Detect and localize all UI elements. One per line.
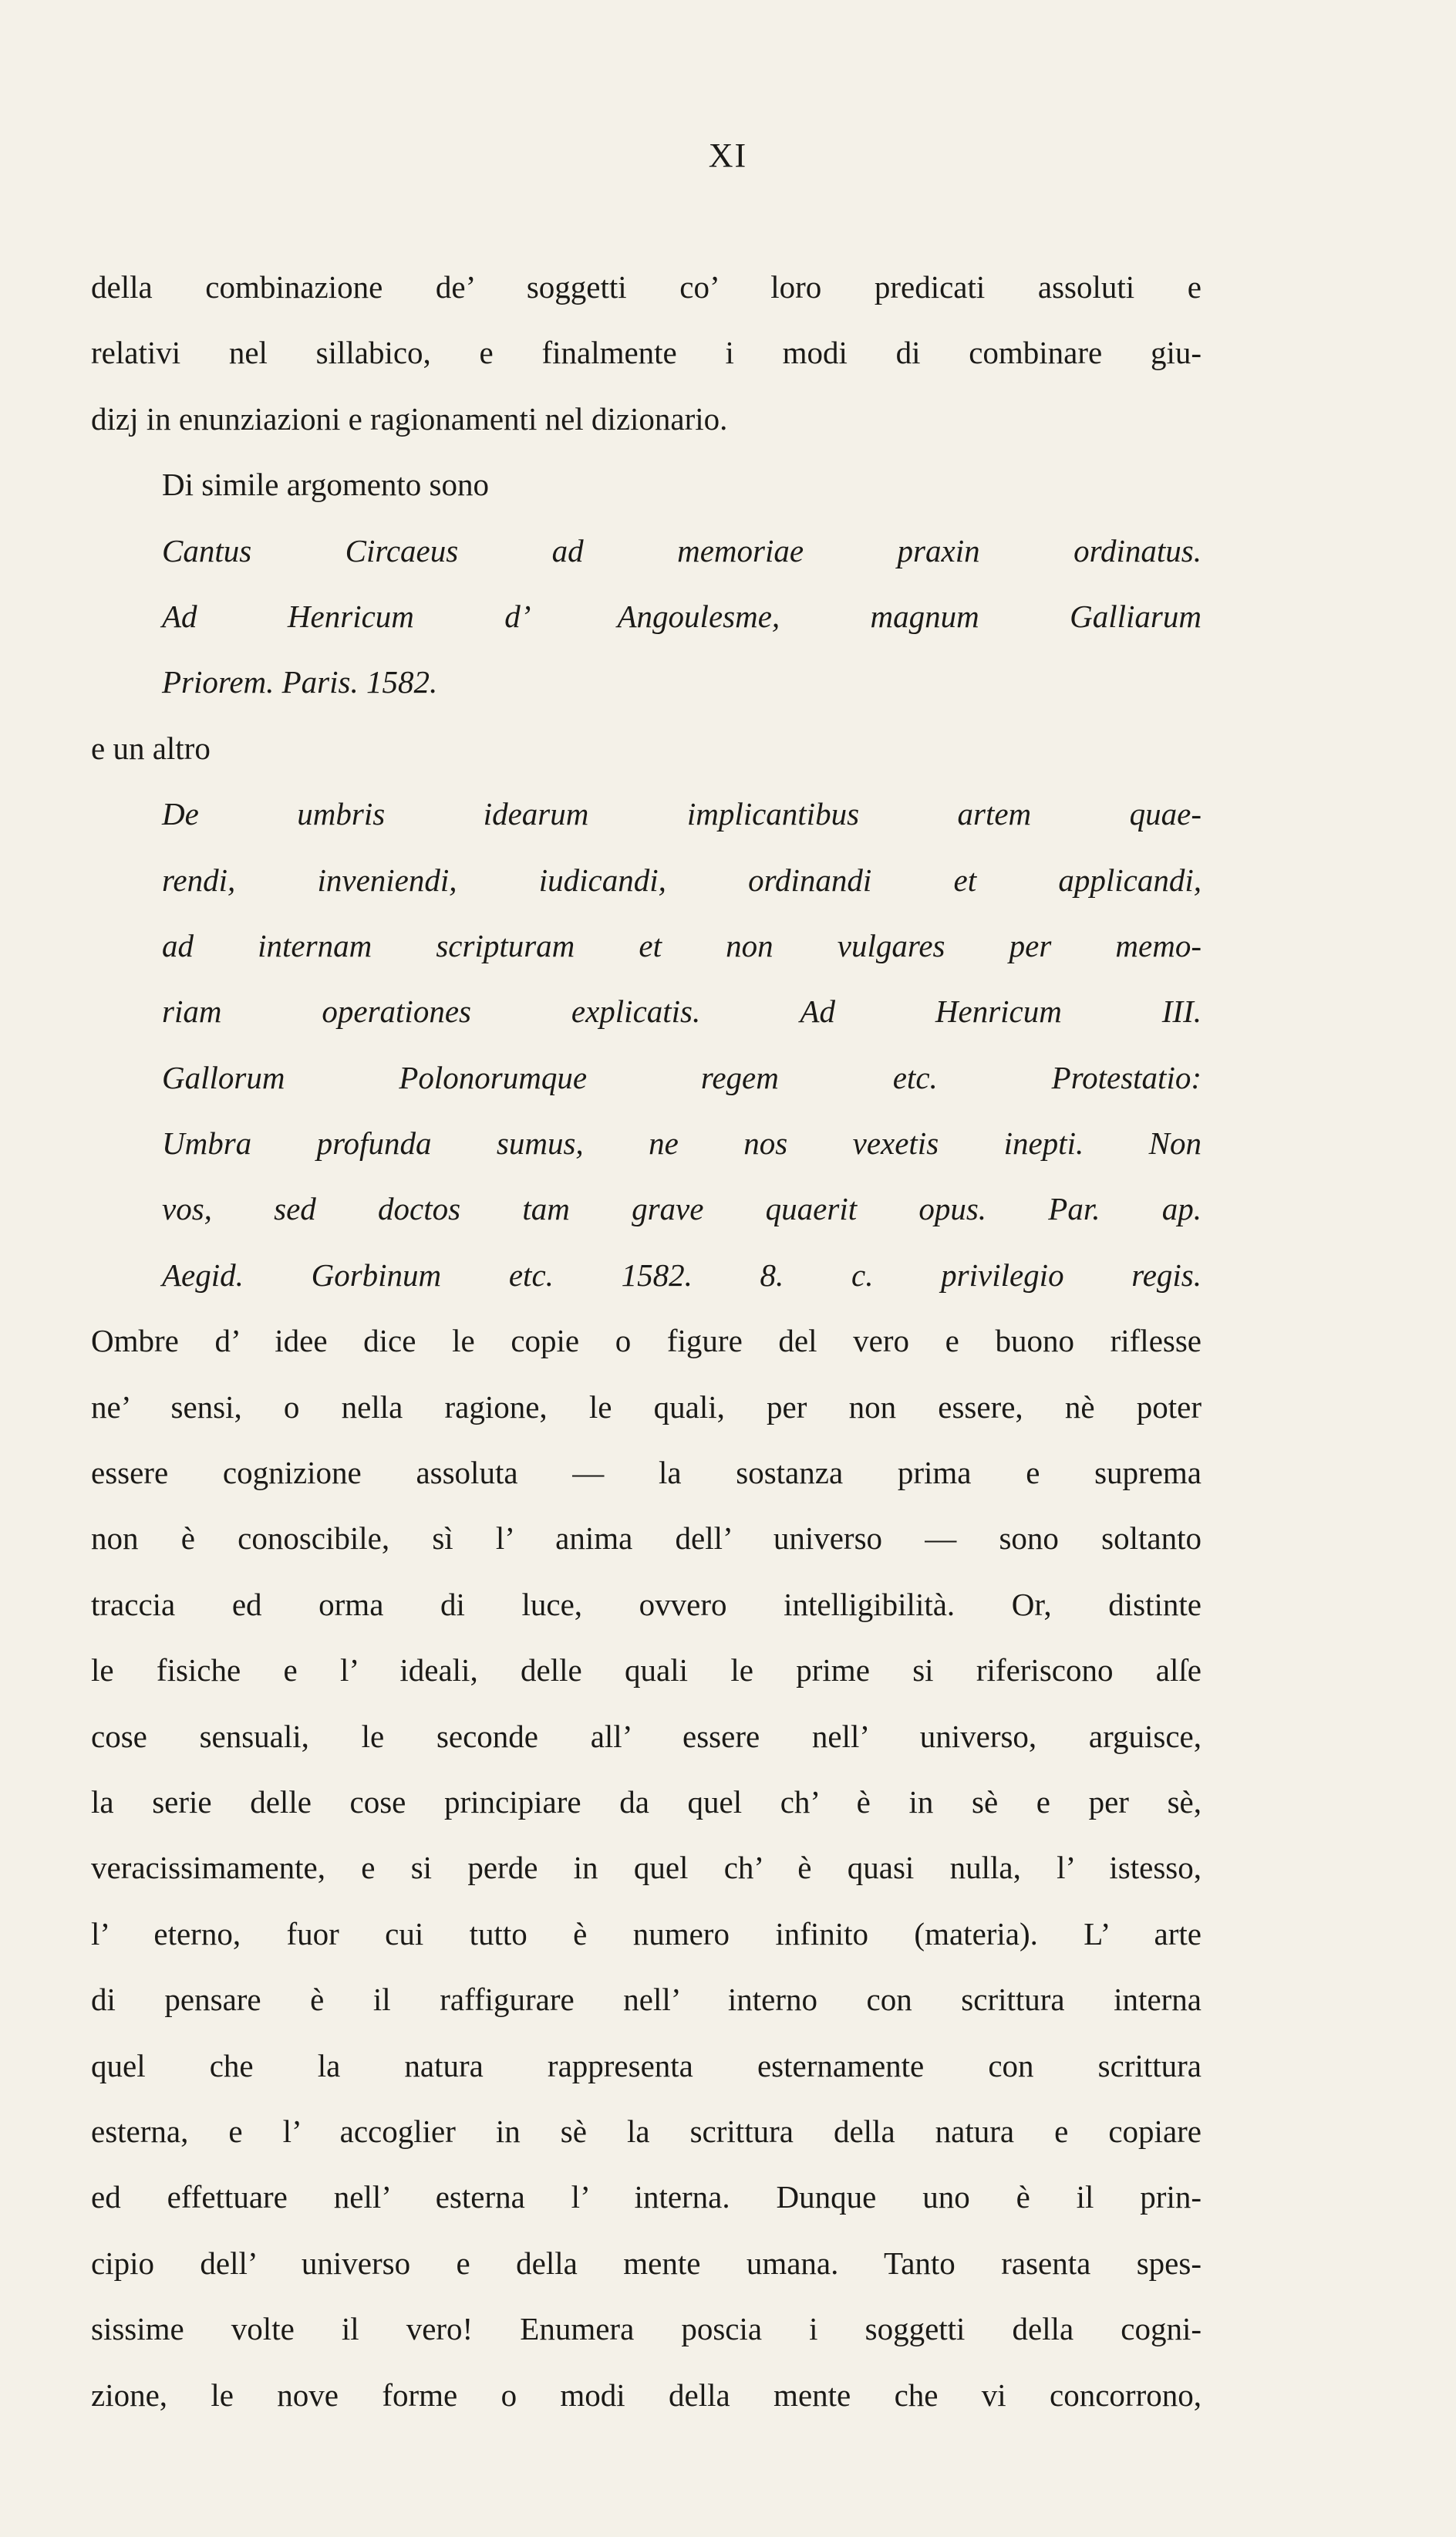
text-line: Umbra profunda sumus, ne nos vexetis inepti. Non (162, 1125, 1202, 1162)
text-line: rendi, inveniendi, iudicandi, ordinandi et applicandi, (162, 862, 1202, 898)
page-number: XI (708, 137, 748, 174)
text-line: ed effettuare nell’ esterna l’ interna. Dunque uno è il prin- (91, 2179, 1202, 2215)
text-line: Gallorum Polonorumque regem etc. Protestatio: (162, 1059, 1202, 1095)
text-line: Priorem. Paris. 1582. (162, 664, 438, 700)
text-line: della combinazione de’ soggetti co’ loro predicati assoluti e (91, 269, 1202, 305)
text-line: esterna, e l’ accoglier in sè la scrittura della natura e copiare (91, 2113, 1202, 2149)
text-line: essere cognizione assoluta — la sostanza prima e suprema (91, 1455, 1202, 1491)
text-line: cipio dell’ universo e della mente umana. Tanto rasenta spes- (91, 2245, 1202, 2281)
text-line: De umbris idearum implicantibus artem quae- (162, 796, 1202, 832)
text-line: Ombre d’ idee dice le copie o figure del vero e buono riflesse (91, 1323, 1202, 1359)
text-line: traccia ed orma di luce, ovvero intelligibilità. Or, distinte (91, 1586, 1202, 1622)
text-line: Di simile argomento sono (162, 467, 490, 503)
text-line: riam operationes explicatis. Ad Henricum III. (162, 994, 1202, 1030)
text-line: e un altro (91, 730, 211, 766)
text-line: sissime volte il vero! Enumera poscia i soggetti della cogni- (91, 2311, 1202, 2347)
text-line: la serie delle cose principiare da quel ch’ è in sè e per sè, (91, 1783, 1202, 1820)
text-line: le fisiche e l’ ideali, delle quali le prime si riferiscono alſe (91, 1652, 1202, 1689)
text-line: Cantus Circaeus ad memoriae praxin ordinatus. (162, 532, 1202, 568)
text-line: relativi nel sillabico, e finalmente i modi di combinare giu- (91, 335, 1202, 371)
text-line: ne’ sensi, o nella ragione, le quali, per non essere, nè poter (91, 1388, 1202, 1425)
text-line: Ad Henricum d’ Angoulesme, magnum Galliarum (162, 598, 1202, 634)
text-line: dizj in enunziazioni e ragionamenti nel dizionario. (91, 400, 728, 437)
text-line: di pensare è il raffigurare nell’ interno con scrittura interna (91, 1982, 1202, 2018)
text-line: vos, sed doctos tam grave quaerit opus. Par. ap. (162, 1191, 1202, 1227)
body-text (91, 255, 1202, 2428)
text-line: cose sensuali, le seconde all’ essere nell’ universo, arguisce, (91, 1718, 1202, 1754)
text-line: ad internam scripturam et non vulgares per memo- (162, 927, 1202, 963)
text-line: non è conoscibile, sì l’ anima dell’ universo — sono soltanto (91, 1520, 1202, 1557)
text-line: l’ eterno, fuor cui tutto è numero infinito (materia). L’ arte (91, 1915, 1202, 1952)
text-line: Aegid. Gorbinum etc. 1582. 8. c. privilegio regis. (162, 1257, 1202, 1293)
text-line: zione, le nove forme o modi della mente che vi concorrono, (91, 2377, 1202, 2413)
text-line: veracissimamente, e si perde in quel ch’ è quasi nulla, l’ istesso, (91, 1850, 1202, 1886)
text-line: quel che la natura rappresenta esternamente con scrittura (91, 2047, 1202, 2083)
